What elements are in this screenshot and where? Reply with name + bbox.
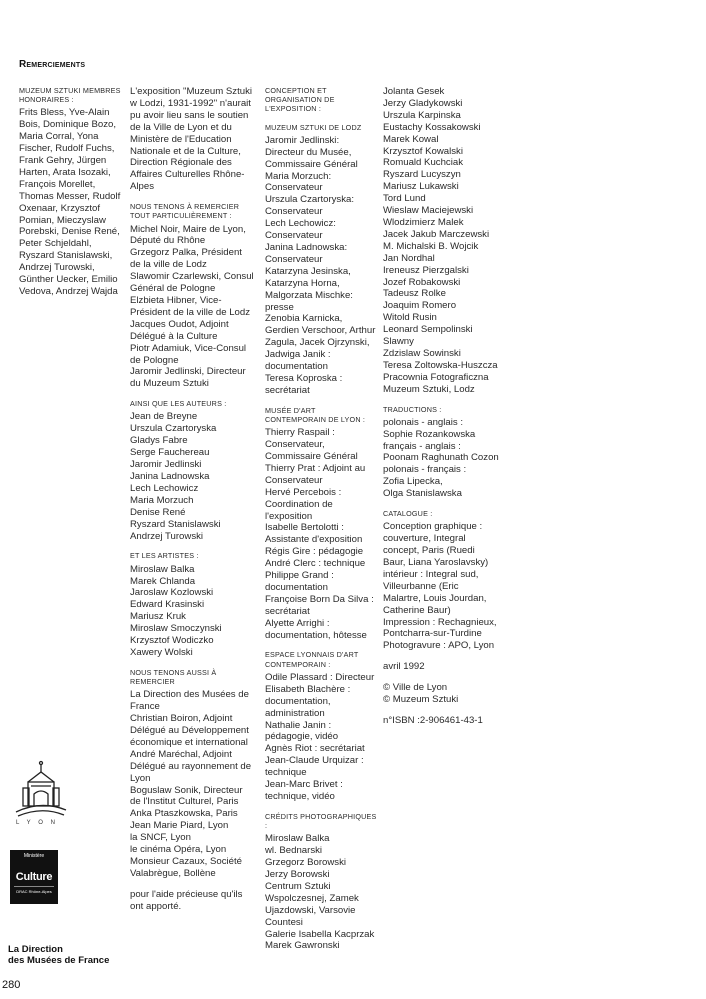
section-heading: ET LES ARTISTES :: [130, 551, 199, 561]
intro-paragraph: L'exposition "Muzeum Sztuki w Lodzi, 1931-1992" n'aurait pu avoir lieu sans le soutien de la Ville de Lyon et du Ministère de l'Education Nationale et de la Culture, Direction Régionale des Affaires Culturelles Rhône-Alpes: [130, 86, 255, 193]
column-credits: [383, 86, 499, 727]
column-honorary-members: [19, 86, 127, 298]
section-heading: MUSÉE D'ART CONTEMPORAIN DE LYON :: [265, 405, 366, 424]
photo-credits-list: Miroslaw Balka wl. Bednarski Grzegorz Borowski Jerzy Borowski Centrum Sztuki Wspolczesnej, Zamek Ujazdowski, Varsovie Countesi Galerie Isabella Kacprzak Marek Gawronski: [265, 833, 375, 952]
lyon-logo-label: L Y O N: [16, 820, 58, 826]
closing-paragraph: pour l'aide précieuse qu'ils ont apporté.: [130, 888, 246, 912]
artists-list: Miroslaw Balka Marek Chlanda Jaroslaw Kozlowski Edward Krasinski Mariusz Kruk Miroslaw Smoczynski Krzysztof Wodiczko Xawery Wolski: [130, 563, 222, 658]
photographers-list: Jolanta Gesek Jerzy Gladykowski Urszula Karpinska Eustachy Kossakowski Marek Kowal Krzysztof Kowalski Romuald Kuchciak Ryszard Lucyszyn Mariusz Lukawski Tord Lund Wieslaw Maciejewski Wlodzimierz Malek Jacek Jakub Marczewski M. Michalski B. Wojcik Jan Nordhal Ireneusz Pierzgalski Jozef Robakowski Tadeusz Rolke Joaquim Romero Witold Rusin Leonard Sempolinski Slawny Zdzislaw Sowinski Teresa Zoltowska-Huszcza Pracownia Fotograficzna Muzeum Sztuki, Lodz: [383, 86, 498, 395]
page-number: 280: [2, 979, 21, 991]
copyright: © Ville de Lyon © Muzeum Sztuki: [383, 682, 459, 706]
section-heading: NOUS TENONS AUSSI À REMERCIER: [130, 667, 219, 687]
section-heading: MUZEUM SZTUKI DE LODZ: [265, 122, 362, 132]
section-heading: CRÉDITS PHOTOGRAPHIQUES :: [265, 811, 379, 831]
also-thanks-list: La Direction des Musées de France Christian Boiron, Adjoint Délégué au Développement économique et international André Maréchal, Adjoint Délégué au rayonnement de Lyon Boguslaw Sonik, Directeur de l'Institut Culturel, Paris Anka Ptaszkowska, Paris Jean Marie Piard, Lyon la SNCF, Lyon le cinéma Opéra, Lyon Monsieur Cazaux, Société Valabrègue, Bollène: [130, 689, 252, 879]
muzeum-staff-list: Jaromir Jedlinski: Directeur du Musée, Commissaire Général Maria Morzuch: Conservateur Urszula Czartoryska: Conservateur Lech Lechowicz: Conservateur Janina Ladnowska: Conservateur Katarzyna Jesinska, Katarzyna Horna, Malgorzata Mischke: presse Zenobia Karnicka, Gerdien Verschoor, Arthur Zagula, Jacek Ojrzynski, Jadwiga Janik : documentation Teresa Koproska : secrétariat: [265, 134, 376, 396]
translations-list: polonais - anglais : Sophie Rozankowska français - anglais : Poonam Raghunath Cozon polonais - français : Zofia Lipecka, Olga Stanislawska: [383, 416, 499, 500]
culture-label: Culture: [15, 871, 53, 883]
thanks-list: Michel Noir, Maire de Lyon, Député du Rhône Grzegorz Palka, Président de la ville de Lodz Slawomir Czarlewski, Consul Général de Pologne Elzbieta Hibner, Vice-Président de la ville de Lodz Jacques Oudot, Adjoint Délégué à la Culture Piotr Adamiuk, Vice-Consul de Pologne Jaromir Jedlinski, Directeur du Muzeum Sztuki: [130, 223, 254, 390]
isbn: n°ISBN :2-906461-43-1: [383, 715, 483, 726]
section-heading: TRADUCTIONS :: [383, 404, 442, 414]
lyon-city-logo: [12, 760, 70, 822]
honorary-members-list: Frits Bless, Yve-Alain Bois, Dominique Bozo, Maria Corral, Yona Fischer, Rudolf Fuchs, Frank Gehry, Jürgen Harten, Arata Isozaki, François Morellet, Thomas Messer, Rudolf Oxenaar, Krzysztof Pomian, Mieczyslaw Porebski, Denise René, Peter Schjeldahl, Ryszard Stanislawski, Andrzej Turowski, Günther Uecker, Emilio Vedova, Andrzej Wajda: [19, 107, 123, 297]
direction-label: La Direction des Musées de France: [8, 944, 110, 966]
section-heading: CATALOGUE :: [383, 509, 433, 519]
section-heading: NOUS TENONS À REMERCIER TOUT PARTICULIÈREMENT :: [130, 202, 242, 221]
section-heading: MUZEUM SZTUKI MEMBRES HONORAIRES :: [19, 86, 123, 105]
section-heading: CONCEPTION ET ORGANISATION DE L'EXPOSITION :: [265, 86, 337, 114]
page-title: Remerciements: [19, 59, 86, 70]
direction-musees-logo: [8, 944, 109, 966]
section-heading: AINSI QUE LES AUTEURS :: [130, 399, 227, 409]
drac-label: DRAC Rhône-Alpes: [16, 889, 52, 894]
column-acknowledgements: [130, 86, 255, 913]
authors-list: Jean de Breyne Urszula Czartoryska Gladys Fabre Serge Fauchereau Jaromir Jedlinski Janina Ladnowska Lech Lechowicz Maria Morzuch Denise René Ryszard Stanislawski Andrzej Turowski: [130, 411, 221, 542]
section-heading: ESPACE LYONNAIS D'ART CONTEMPORAIN :: [265, 650, 361, 669]
catalogue-list: Conception graphique : couverture, Integral concept, Paris (Ruedi Baur, Liana Yaroslavsky) intérieur : Integral sud, Villeurbanne (Eric Malartre, Louis Jourdan, Catherine Baur) Impression : Rechagnieux, Pontcharra-sur-Turdine Photogravure : APO, Lyon: [383, 521, 497, 652]
elac-staff-list: Odile Plassard : Directeur Elisabeth Blachère : documentation, administration Nathalie Janin : pédagogie, vidéo Agnès Riot : secrétariat Jean-Claude Urquizar : technique Jean-Marc Brivet : technique, vidéo: [265, 671, 375, 802]
ministere-label: Ministère: [23, 853, 45, 859]
column-organisation: [265, 86, 377, 952]
publication-date: avril 1992: [383, 661, 425, 673]
logo-divider: [14, 886, 54, 887]
mac-lyon-staff-list: Thierry Raspail : Conservateur, Commissaire Général Thierry Prat : Adjoint au Conservateur Hervé Percebois : Coordination de l'exposition Isabelle Bertolotti : Assistante d'exposition Régis Gire : pédagogie André Clerc : technique Philippe Grand : documentation Françoise Born Da Silva : secrétariat Alyette Arrighi : documentation, hôtesse: [265, 427, 374, 641]
ministere-culture-logo: [10, 850, 58, 904]
